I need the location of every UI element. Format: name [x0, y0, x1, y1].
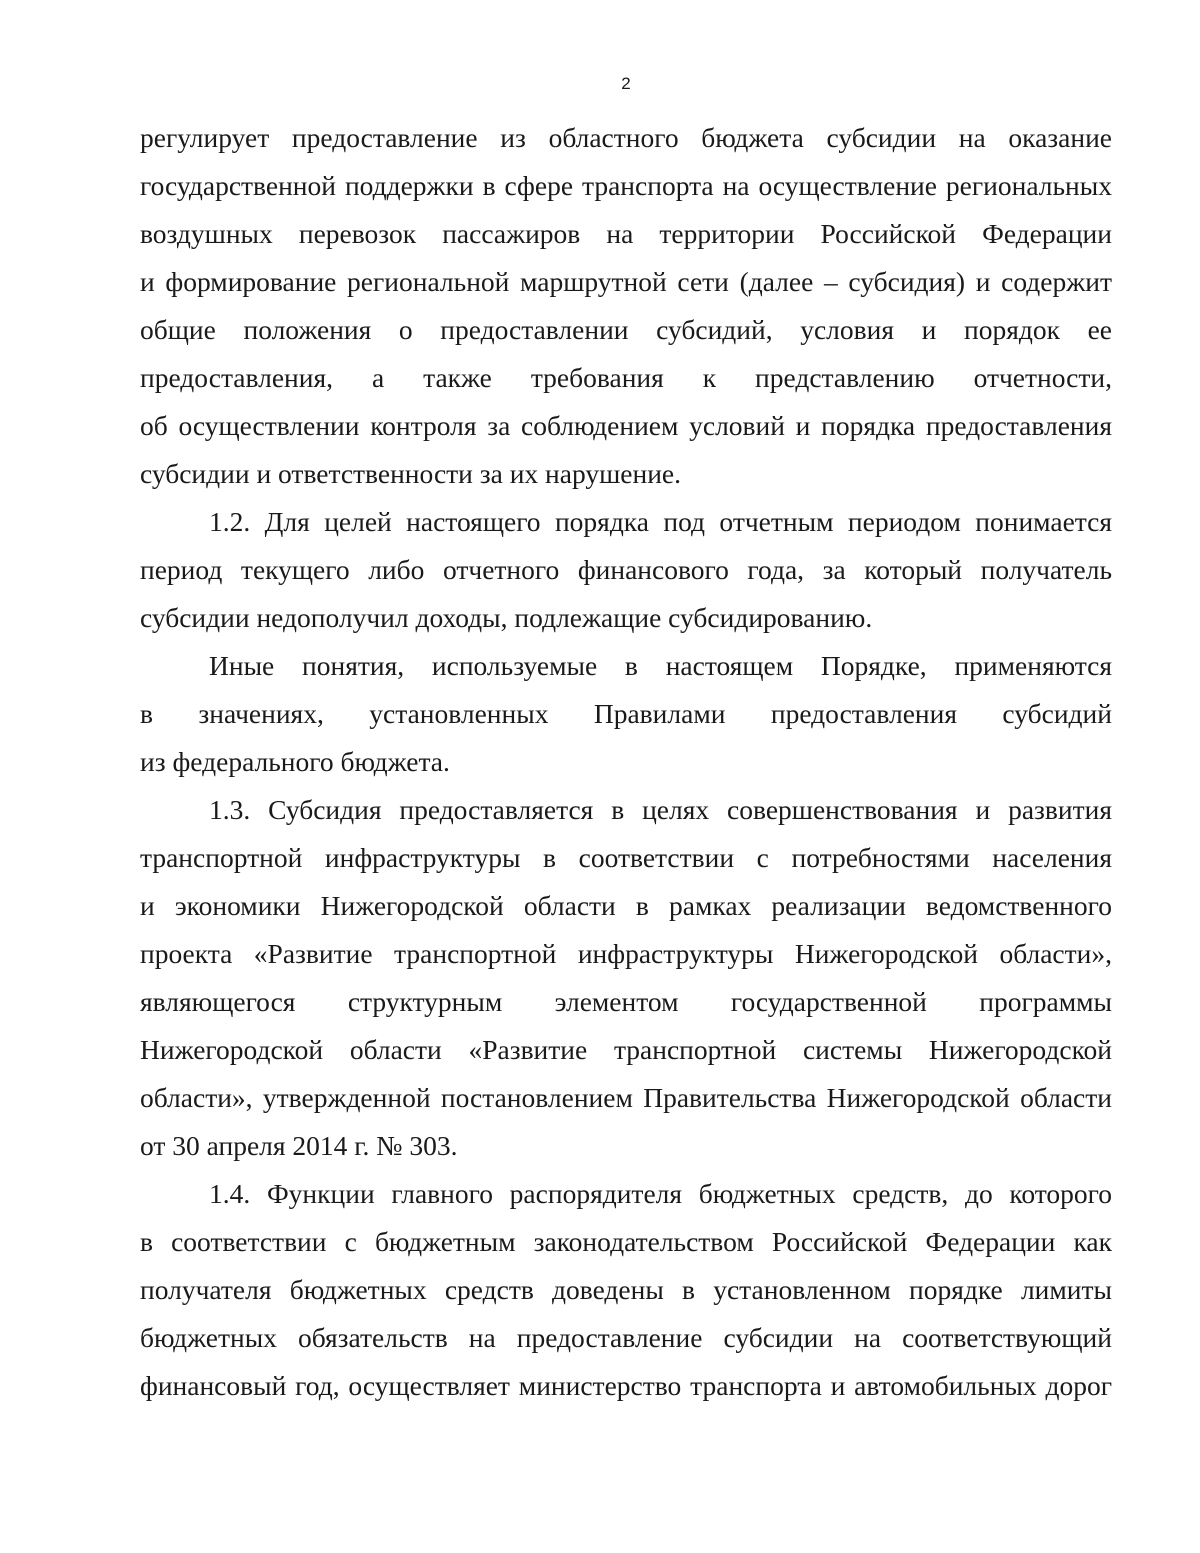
text-line: предоставления, а также требования к представлению отчетности, [140, 362, 1112, 393]
text-line: об осуществлении контроля за соблюдением условий и порядка предоставления [140, 410, 1112, 441]
text-line: в соответствии с бюджетным законодательством Российской Федерации как [140, 1226, 1112, 1257]
text-line: 1.3. Субсидия предоставляется в целях совершенствования и развития [209, 794, 1112, 825]
text-line: субсидии недополучил доходы, подлежащие субсидированию. [140, 602, 873, 633]
text-line: период текущего либо отчетного финансового года, за который получатель [140, 554, 1112, 585]
text-line: государственной поддержки в сфере транспорта на осуществление региональных [140, 170, 1112, 201]
text-line: 1.2. Для целей настоящего порядка под отчетным периодом понимается [209, 506, 1112, 537]
text-line: области», утвержденной постановлением Правительства Нижегородской области [140, 1082, 1112, 1113]
text-line: бюджетных обязательств на предоставление субсидии на соответствующий [140, 1322, 1112, 1353]
text-line: от 30 апреля 2014 г. № 303. [140, 1130, 458, 1161]
text-line: финансовый год, осуществляет министерство транспорта и автомобильных дорог [140, 1370, 1112, 1401]
text-line: Иные понятия, используемые в настоящем Порядке, применяются [209, 650, 1112, 681]
text-line: из федерального бюджета. [140, 746, 450, 777]
text-line: получателя бюджетных средств доведены в установленном порядке лимиты [140, 1274, 1112, 1305]
text-line: и формирование региональной маршрутной сети (далее – субсидия) и содержит [140, 266, 1112, 297]
text-line: Нижегородской области «Развитие транспортной системы Нижегородской [140, 1034, 1112, 1065]
text-line: воздушных перевозок пассажиров на территории Российской Федерации [140, 218, 1112, 249]
text-line: и экономики Нижегородской области в рамках реализации ведомственного [140, 890, 1112, 921]
text-line: субсидии и ответственности за их нарушение. [140, 458, 682, 489]
text-line: в значениях, установленных Правилами предоставления субсидий [140, 698, 1112, 729]
text-line: проекта «Развитие транспортной инфраструктуры Нижегородской области», [140, 938, 1112, 969]
text-line: являющегося структурным элементом государственной программы [140, 986, 1112, 1017]
text-line: регулирует предоставление из областного бюджета субсидии на оказание [140, 122, 1112, 153]
text-line: общие положения о предоставлении субсидий, условия и порядок ее [140, 314, 1112, 345]
page-number: 2 [621, 74, 631, 93]
text-line: транспортной инфраструктуры в соответствии с потребностями населения [140, 842, 1112, 873]
text-line: 1.4. Функции главного распорядителя бюджетных средств, до которого [209, 1178, 1112, 1209]
